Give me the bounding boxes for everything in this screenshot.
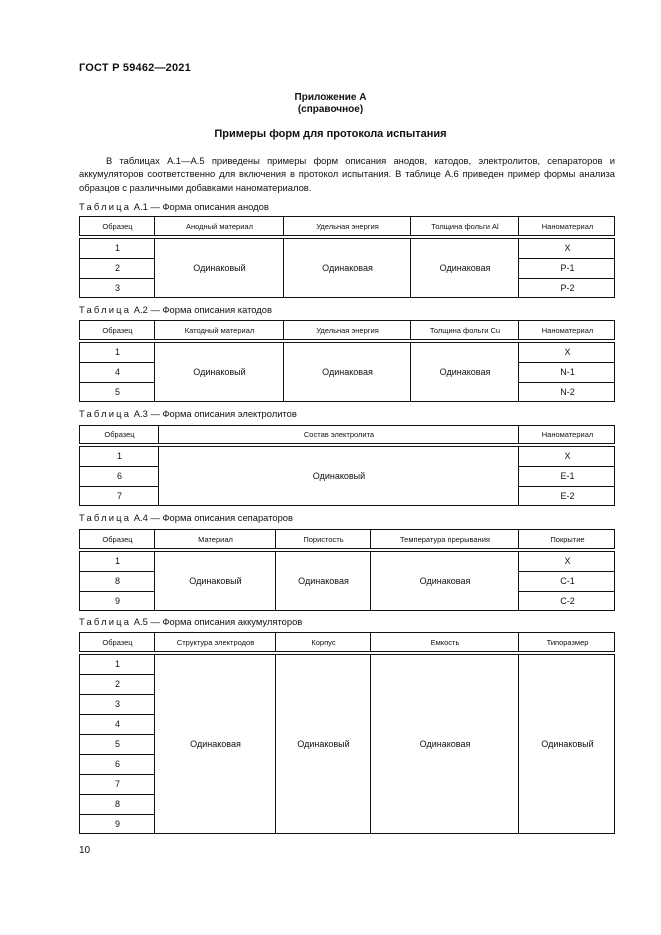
standard-number: ГОСТ Р 59462—2021	[79, 62, 191, 74]
table-a2-body	[79, 342, 615, 402]
column-header: Структура электродов	[176, 637, 255, 647]
column-divider	[154, 530, 155, 548]
sample-cell: 4	[114, 367, 120, 377]
column-divider	[518, 426, 519, 443]
annex-subtitle: (справочное)	[297, 104, 364, 115]
nanomaterial-cell: P-1	[560, 263, 575, 273]
table-a4-body	[79, 551, 615, 611]
table-a1-header	[79, 216, 615, 236]
sample-cell: 1	[114, 243, 120, 253]
page-number: 10	[79, 845, 91, 856]
nanomaterial-cell: E-1	[560, 471, 575, 481]
column-header: Удельная энергия	[316, 325, 379, 335]
merged-cell: Одинаковая	[419, 739, 471, 749]
column-divider	[518, 321, 519, 339]
column-divider	[275, 530, 276, 548]
table-a2-caption	[79, 304, 272, 315]
column-header: Покрытие	[550, 534, 585, 544]
merged-cell: Одинаковая	[439, 367, 491, 377]
caption-word: Таблица	[79, 408, 132, 419]
sample-cell: 7	[114, 779, 120, 789]
table-a3-body	[79, 446, 615, 506]
nanomaterial-cell: X	[564, 451, 571, 461]
sample-cell: 6	[114, 759, 120, 769]
table-a4-header	[79, 529, 615, 549]
sample-cell: 5	[114, 387, 120, 397]
sample-cell: 1	[114, 347, 120, 357]
merged-cell: Одинаковая	[322, 367, 373, 377]
sample-cell: 1	[114, 556, 120, 566]
table-a1-caption	[79, 201, 269, 212]
merged-cell: Одинаковая	[419, 576, 471, 586]
merged-cell: Одинаковая	[190, 739, 241, 749]
sample-cell: 2	[114, 263, 120, 273]
column-divider	[518, 530, 519, 548]
sample-cell: 8	[114, 576, 120, 586]
column-header: Материал	[198, 534, 233, 544]
merged-cell: Одинаковая	[439, 263, 491, 273]
merged-cell: Одинаковый	[297, 739, 350, 749]
column-header: Образец	[102, 325, 133, 335]
column-header: Образец	[102, 637, 133, 647]
column-header: Наноматериал	[541, 325, 594, 335]
column-header: Образец	[104, 430, 135, 439]
nanomaterial-cell: X	[564, 347, 571, 357]
table-a3-header	[79, 425, 615, 444]
column-divider	[410, 217, 411, 235]
merged-cell: Одинаковая	[322, 263, 373, 273]
sample-cell: 3	[114, 283, 120, 293]
column-header: Толщина фольги Al	[431, 221, 499, 231]
column-header: Катодный материал	[184, 325, 255, 335]
column-header: Образец	[102, 534, 133, 544]
caption-text: А.1 — Форма описания анодов	[131, 201, 269, 212]
nanomaterial-cell: N-2	[560, 387, 575, 397]
intro-paragraph	[79, 154, 615, 194]
table-a5-header	[79, 632, 615, 652]
caption-word: Таблица	[79, 304, 132, 315]
annex-title: Приложение А	[294, 92, 367, 103]
column-header: Состав электролита	[303, 430, 375, 439]
column-divider	[370, 530, 371, 548]
column-header: Емкость	[430, 637, 460, 647]
column-header: Толщина фольги Cu	[429, 325, 501, 335]
intro-text: В таблицах А.1—А.5 приведены примеры форм описания анодов, катодов, электролитов, сепараторов и аккумуляторов соответственно для включения в протокол испытания. В таблице А.6 приведен пример формы анализа образцов с различными добавками наноматериалов.	[79, 155, 615, 193]
merged-cell: Одинаковый	[193, 263, 246, 273]
caption-word: Таблица	[79, 512, 132, 523]
column-divider	[154, 633, 155, 651]
sample-cell: 7	[116, 491, 122, 501]
nanomaterial-cell: E-2	[560, 491, 575, 501]
table-a4-caption	[79, 512, 293, 523]
column-header: Образец	[102, 221, 133, 231]
sample-cell: 5	[114, 739, 120, 749]
table-a1-body	[79, 238, 615, 298]
merged-cell: Одинаковая	[298, 576, 349, 586]
nanomaterial-cell: P-2	[560, 283, 575, 293]
merged-cell: Одинаковый	[312, 471, 366, 481]
caption-word: Таблица	[79, 201, 132, 212]
nanomaterial-cell: N-1	[560, 367, 575, 377]
column-divider	[275, 633, 276, 651]
column-divider	[154, 321, 155, 339]
column-header: Температура прерывания	[400, 534, 490, 544]
column-divider	[370, 633, 371, 651]
column-header: Удельная энергия	[316, 221, 379, 231]
merged-cell: Одинаковый	[189, 576, 242, 586]
caption-text: А.4 — Форма описания сепараторов	[131, 512, 293, 523]
sample-cell: 8	[114, 799, 120, 809]
sample-cell: 6	[116, 471, 122, 481]
merged-cell: Одинаковый	[541, 739, 594, 749]
column-divider	[518, 633, 519, 651]
column-divider	[518, 217, 519, 235]
table-a5-body	[79, 654, 615, 834]
caption-word: Таблица	[79, 616, 132, 627]
merged-cell: Одинаковый	[193, 367, 246, 377]
column-header: Пористость	[303, 534, 344, 544]
column-header: Наноматериал	[541, 430, 594, 439]
sample-cell: 9	[114, 819, 120, 829]
caption-text: А.5 — Форма описания аккумуляторов	[131, 616, 303, 627]
nanomaterial-cell: X	[564, 556, 571, 566]
section-heading: Примеры форм для протокола испытания	[214, 128, 447, 140]
column-divider	[283, 217, 284, 235]
nanomaterial-cell: X	[564, 243, 571, 253]
sample-cell: 4	[114, 719, 120, 729]
column-header: Корпус	[311, 637, 336, 647]
caption-text: А.2 — Форма описания катодов	[131, 304, 272, 315]
sample-cell: 3	[114, 699, 120, 709]
sample-cell: 9	[114, 596, 120, 606]
column-header: Типоразмер	[546, 637, 589, 647]
column-divider	[283, 321, 284, 339]
table-a5-caption	[79, 616, 302, 627]
column-divider	[154, 217, 155, 235]
column-header: Анодный материал	[186, 221, 253, 231]
sample-cell: 1	[116, 451, 122, 461]
sample-cell: 1	[114, 659, 120, 669]
sample-cell: 2	[114, 679, 120, 689]
column-divider	[158, 426, 159, 443]
table-a3-caption	[79, 408, 297, 419]
table-a2-header	[79, 320, 615, 340]
column-divider	[410, 321, 411, 339]
column-header: Наноматериал	[541, 221, 594, 231]
caption-text: А.3 — Форма описания электролитов	[131, 408, 297, 419]
nanomaterial-cell: C-2	[560, 596, 575, 606]
nanomaterial-cell: C-1	[560, 576, 575, 586]
